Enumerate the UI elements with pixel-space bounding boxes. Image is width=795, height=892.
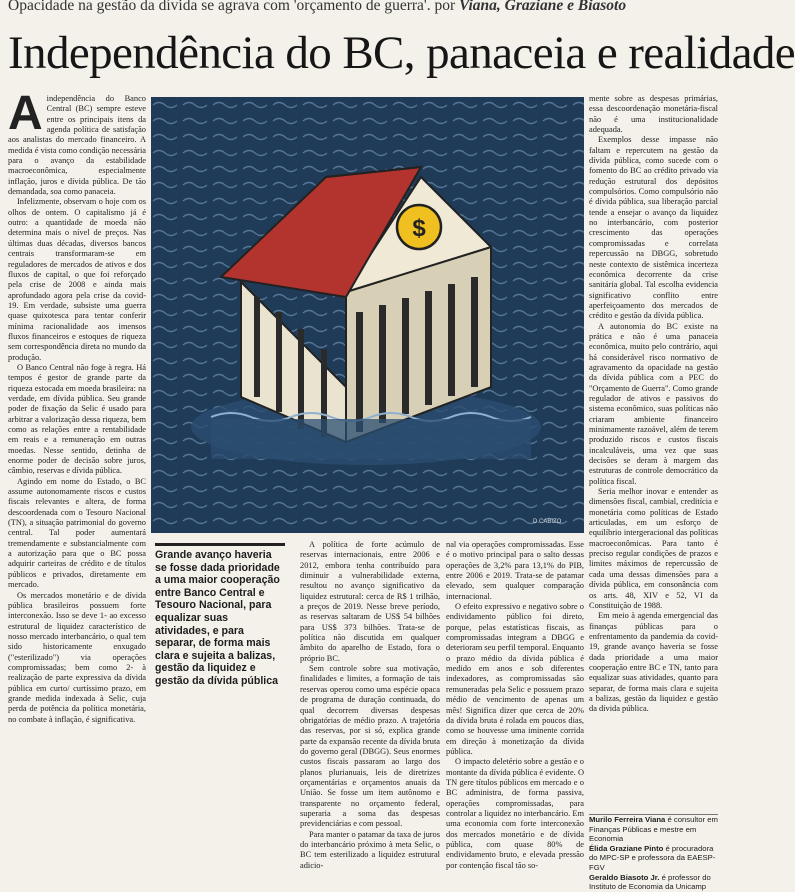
bio-text: é procuradora do MPC-SP e professora da EAESP-FGV	[589, 843, 716, 872]
paragraph: mente sobre as despesas primárias, essa descoordenação monetária-fiscal não é uma institucionalidade adequada.	[589, 94, 718, 135]
illustration-credit: D.CABIZO	[533, 519, 562, 525]
paragraph: A política de forte acúmulo de reservas internacionais, entre 2006 e 2012, embora tenha contribuído para diminuir a vulnerabilidade externa, resultou no avanço significativo da liquidez estrutural: cerca de R$ 1 trilhão, a preços de 2019. Nesse breve período, as reservas saltaram de US$ 54 bilhões para US$ 373 bilhões. Trata-se de política não discutida em qualquer âmbito do aparelho de Estado, fora o próprio BC.	[300, 540, 440, 663]
water-overlay	[211, 419, 531, 459]
kicker-authors: Viana, Graziane e Biasoto	[459, 0, 627, 14]
article-column-3	[446, 540, 584, 888]
pull-quote: Grande avanço haveria se fosse dada prioridade a uma maior cooperação entre Banco Central e Tesouro Nacional, para equalizar suas atividades, e para separar, de forma mais clara e sujeita a balizas, gestão da liquidez e gestão da dívida pública	[155, 543, 285, 651]
paragraph: Infelizmente, observam o hoje com os olhos de ontem. O capitalismo já é outro: a quantidade de moeda não determina mais o nível de preços. Nas últimas duas décadas, diversos bancos centrais transformaram-se em reguladores de mercados de ativos e dos fluxos de capital, o que foi reforçado pela crise de 2008 e ainda mais aprofundado agora pela crise da covid-19. Em verdade, subsiste uma guerra quase quixotesca para tentar conferir mínima racionalidade aos imensos fluxos financeiros e estoques de riqueza sem correspondência direta no mundo da produção.	[8, 197, 146, 362]
paragraph: O Banco Central não foge à regra. Há tempos é gestor de grande parte da riqueza estocada em moeda brasileira: na verdade, em dívida pública. Seu grande poder de fixação da Selic é usado para arbitrar a valorização dessa riqueza, bem como as relações entre a rentabilidade em reais e a remuneração em outras moedas. Nesse sentido, detinha de enorme poder de decisão sobre juros, câmbio, reservas e dívida pública.	[8, 362, 146, 476]
bio-name: Geraldo Biasoto Jr.	[589, 872, 660, 882]
paragraph: nal via operações compromissadas. Esse é o motivo principal para o salto dessas operações de 3,2% para 13,1% do PIB, entre 2006 e 2019. Trata-se de patamar elevado, sem qualquer comparação internacional.	[446, 540, 584, 601]
paragraph: Sem controle sobre sua motivação, finalidades e limites, a formação de tais reservas operou como uma espécie opaca de programa de duração continuada, do qual decorrem diversas despesas obrigatórias de médio prazo. A trajetória das reservas, por si só, explica grande parte da expansão recente da dívida bruta do governo geral (DBGG). Seus enormes custos fiscais passaram ao largo dos planos plurianuais, leis de diretrizes orçamentárias e orçamentos anuais da União. Se fosse um item autônomo e transparente no orçamento federal, superaria a soma das despesas previdenciárias e com pessoal.	[300, 664, 440, 829]
paragraph: Em meio à agenda emergencial das finanças públicas para o enfrentamento da pandemia da covid-19, grande avanço haveria se fosse dada prioridade a uma maior cooperação entre BC e TN, tanto para equalizar suas atividades, quanto para separar, de forma mais clara e sujeita a balizas, gestão da liquidez e gestão da dívida pública.	[589, 611, 718, 714]
bio-text: é consultor em Finanças Públicas e mestre em Economia	[589, 815, 718, 844]
bio-name: Murilo Ferreira Viana	[589, 815, 666, 824]
paragraph: O impacto deletério sobre a gestão e o montante da dívida pública é evidente. O TN gere títulos públicos em mercado e o BC administra, de forma passiva, operações compromissadas, para controlar a liquidez no interbancário. Em uma economia com forte interconexão dos mercados monetário e de dívida pública, com quase 80% de endividamento bruto, e elevada pressão por contenção fiscal tão so-	[446, 757, 584, 870]
article-column-4	[589, 94, 718, 812]
illustration	[151, 97, 584, 533]
paragraph: A autonomia do BC existe na prática e não é uma panaceia econômica, muito pelo contrário, aqui há considerável risco normativo de agravamento da opacidade na gestão da dívida pública com a PEC do "Orçamento de Guerra". Como grande regulador de ativos e passivos do sistema econômico, suas políticas não criaram ambiente financeiro minimamente razoável, além de terem produzido riscos e custos fiscais incalculáveis, uma vez que suas decisões se deram à margem das estruturas de controle democrático da política fiscal.	[589, 321, 718, 486]
flooded-bank-illustration	[151, 97, 584, 533]
article-column-1	[8, 87, 146, 888]
paragraph: Os mercados monetário e de dívida pública brasileiros possuem forte interconexão. Isso se deve 1- ao excesso estrutural de liquidez característico de nosso mercado interbancário, o qual tem sido historicamente enxugado ("esterilizado") via operações compromissadas; bem como 2- à realização de parte expressiva da dívida pública em curto/ curtíssimo prazo, em grande medida indexada à Selic, cuja perda de potência da política monetária, no combate à inflação, é significativa.	[8, 590, 146, 724]
paragraph: O efeito expressivo e negativo sobre o endividamento público foi direto, porque, pelas estatísticas fiscais, as compromissadas integram a DBGG e deterioram seu perfil temporal. Enquanto o prazo médio da dívida pública é medido em anos e sob diferentes indexadores, as compromissadas são remuneradas pela Selic e possuem prazo médio de vencimento de apenas um mês! Significa dizer que cerca de 20% da dívida bruta é rolada em poucos dias, como se houvesse uma iminente corrida em direção à monetização da dívida pública.	[446, 602, 584, 756]
headline: Independência do BC, panaceia e realidade	[8, 27, 795, 79]
paragraph: Agindo em nome do Estado, o BC assume autonomamente riscos e custos fiscais relevantes e altera, de forma descoordenada com o Tesouro Nacional (TN), a situação patrimonial do governo central. Tal poder aumentará tremendamente e substancialmente com a autorização para que o BC possa adquirir carteiras de crédito e de títulos públicos e privados, diretamente em mercado.	[8, 476, 146, 590]
bio-text: é professor do Instituto de Economia da Unicamp	[589, 872, 711, 892]
paragraph: Seria melhor inovar e entender as dimensões fiscal, cambial, creditícia e monetária como políticas de Estado articuladas, em um esforço de equilíbrio intergeracional das políticas macroeconômicas. Para tanto é preciso regular condições de prazos e limites máximos de repercussão de cada uma dessas dimensões para a dívida pública, em consonância com os arts. 48, XIV e 52, VI da Constituição de 1988.	[589, 487, 718, 610]
paragraph	[8, 87, 146, 197]
drop-cap: A	[8, 87, 43, 140]
article-column-2	[300, 540, 440, 888]
bio-entry	[589, 844, 718, 873]
bio-entry	[589, 815, 718, 844]
paragraph: Para manter o patamar da taxa de juros do interbancário próximo à meta Selic, o BC tem esterilizado a liquidez estrutural adicio-	[300, 829, 440, 870]
paragraph-text: independência do Banco Central (BC) sempre esteve entre os principais itens da agenda política de satisfação aos analistas do mercado financeiro. A medida é vista como condição necessária para o avanço da estabilidade macroeconômica, especialmente inflação, juros e dívida pública. De tão demandada, soa como panaceia.	[8, 94, 146, 197]
svg-text:$: $	[412, 215, 426, 242]
kicker-text: Opacidade na gestão da dívida se agrava com 'orçamento de guerra'. por	[8, 0, 456, 14]
article-kicker	[8, 0, 714, 16]
bio-name: Élida Graziane Pinto	[589, 843, 664, 853]
bio-entry	[589, 873, 718, 892]
author-bio	[589, 814, 718, 892]
paragraph: Exemplos desse impasse não faltam e repercutem na gestão da dívida pública, como sucede com o fomento do BC ao crédito privado via redução estrutural dos depósitos compulsórios. Como compulsório não é dívida pública, sua liberação parcial tende a ensejar o avanço da liquidez no interbancário, com posterior crescimento das operações compromissadas e correlata repercussão na DBGG, sobretudo neste contexto de sistêmica incerteza econômica decorrente da crise sanitária global. Tal escolha evidencia significativo conflito entre aperfeiçoamento dos mercados de crédito e gestão da dívida pública.	[589, 135, 718, 321]
